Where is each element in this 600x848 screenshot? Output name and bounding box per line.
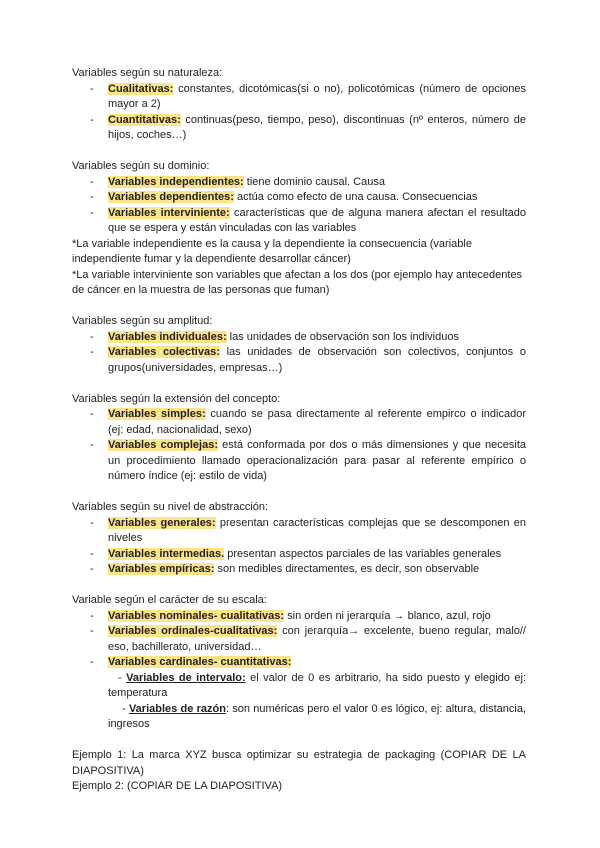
section-title-abstraccion: Variables según su nivel de abstracción: <box>72 501 269 513</box>
list-item: - Variables cardinales- cuantitativas: <box>90 656 292 668</box>
list-item: - Variables colectivas: las unidades de observación son colectivos, conjuntos o grupos(universidades, empresas…) <box>90 346 526 374</box>
list-item: - Variables ordinales-cualitativas: con jerarquía→ excelente, bueno regular, malo// eso, bachillerato, universidad… <box>90 625 526 653</box>
section-title-dominio: Variables según su dominio: <box>72 160 210 172</box>
section-title-escala: Variable según el carácter de su escala: <box>72 594 267 606</box>
list-item: - Variables simples: cuando se pasa directamente al referente empirco o indicador (ej: edad, nacionalidad, sexo) <box>90 408 526 436</box>
note: *La variable independiente es la causa y la dependiente la consecuencia (variable independiente fumar y la dependiente desarrollar cáncer) <box>72 237 472 265</box>
list-item: - Variables nominales- cualitativas: sin orden ni jerarquía → blanco, azul, rojo <box>90 609 491 622</box>
list-item: - Variables intermedias. presentan aspectos parciales de las variables generales <box>90 547 502 560</box>
list-item: - Variables independientes: tiene dominio causal. Causa <box>90 175 385 188</box>
section-title-amplitud: Variables según su amplitud: <box>72 315 213 327</box>
list-item: - Cuantitativas: continuas(peso, tiempo, peso), discontinuas (nº enteros, número de hijos, coches…) <box>90 113 526 141</box>
list-item: - Variables individuales: las unidades de observación son los individuos <box>90 330 459 343</box>
sub-list-item: - Variables de intervalo: el valor de 0 es arbitrario, ha sido puesto y elegido ej: temperatura <box>108 671 526 699</box>
list-item: - Variables generales: presentan características complejas que se descomponen en niveles <box>90 516 526 544</box>
section-title-naturaleza: Variables según su naturaleza: <box>72 67 223 79</box>
sub-list-item: - Variables de razón: son numéricas pero el valor 0 es lógico, ej: altura, distancia, ingresos <box>108 702 526 730</box>
list-item: - Variables interviniente: características que de alguna manera afectan el resultado que se espera y están vinculadas con las variables <box>90 206 526 234</box>
note: *La variable interviniente son variables que afectan a los dos (por ejemplo hay antecedentes de cáncer en la muestra de las personas que fuman) <box>72 268 523 296</box>
example-1: Ejemplo 1: La marca XYZ busca optimizar su estrategia de packaging (COPIAR DE LA DIAPOSITIVA) <box>72 749 526 777</box>
list-item: - Variables complejas: está conformada por dos o más dimensiones y que necesita un procedimiento llamado operacionalización para pasar al referente empírico o número índice (ej: estilo de vida) <box>90 439 526 482</box>
section-title-extension: Variables según la extensión del concepto: <box>72 392 281 405</box>
list-item: - Cualitativas: constantes, dicotómicas(si o no), policotómicas (número de opciones mayor a 2) <box>90 82 526 110</box>
example-2: Ejemplo 2: (COPIAR DE LA DIAPOSITIVA) <box>72 780 283 792</box>
document-page <box>72 66 526 795</box>
list-item: - Variables empíricas: son medibles directamentes, es decir, son observable <box>90 563 480 575</box>
list-item: - Variables dependientes: actúa como efecto de una causa. Consecuencias <box>90 191 478 203</box>
